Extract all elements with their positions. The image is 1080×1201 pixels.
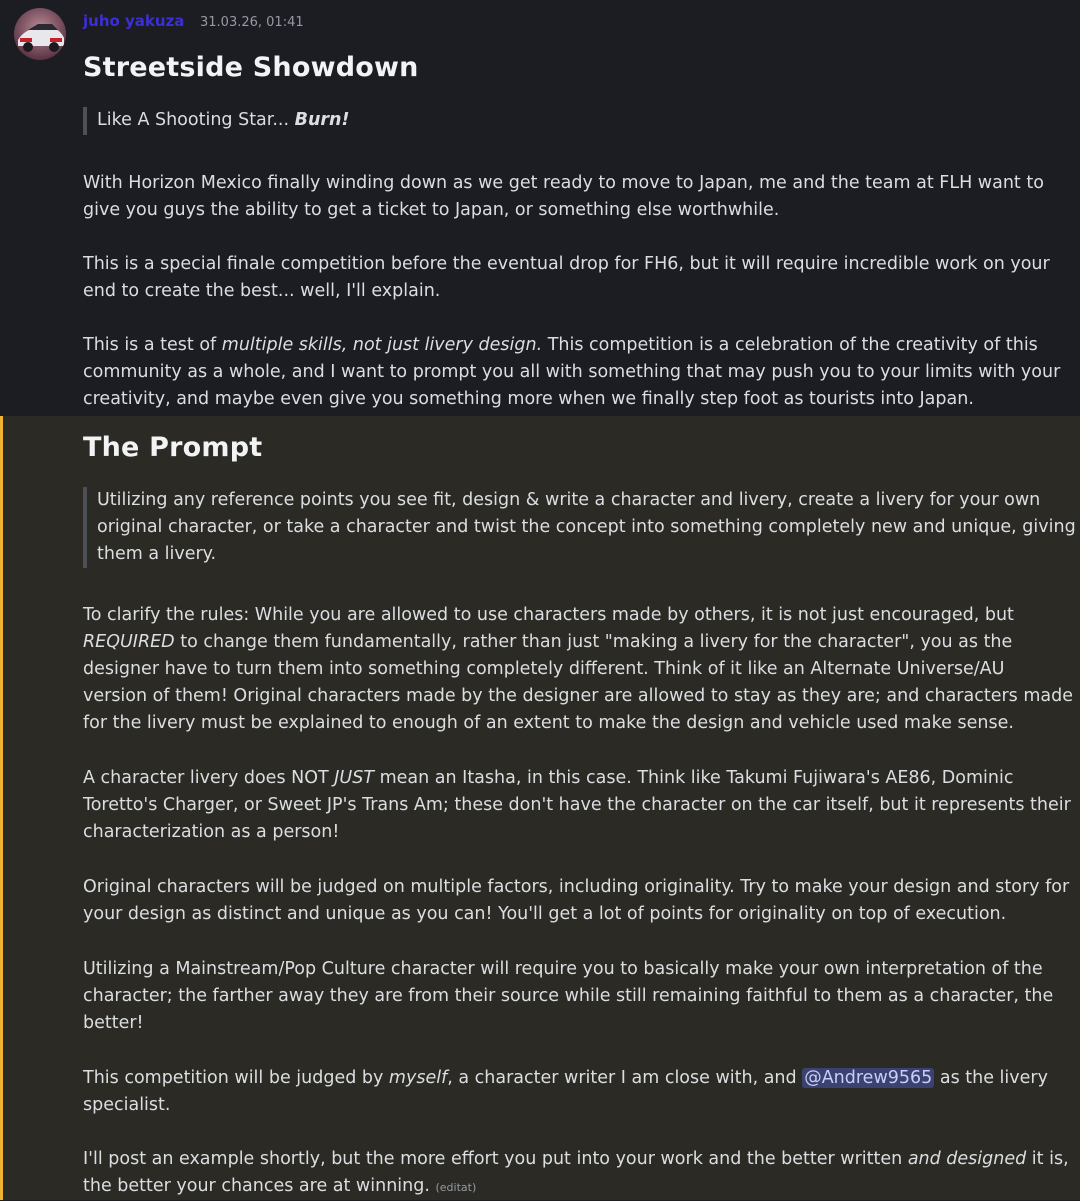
paragraph-closing — [83, 1146, 1073, 1201]
section-title-prompt: The Prompt — [83, 432, 263, 463]
italic-span: and designed — [907, 1149, 1027, 1169]
text-span: , a character writer I am close with, and — [447, 1068, 803, 1088]
paragraph-original-characters: Original characters will be judged on multiple factors, including originality. Try to make your design and story for your design as distinct and unique as you can! You'll get a lot of points for originality on top of execution. — [83, 877, 1070, 924]
text-span: A character livery does NOT — [83, 768, 335, 788]
text-span: to change them fundamentally, rather than just "making a livery for the character", you as the designer have to turn them into something completely different. Think of it like an Alternate Universe/AU version of them! Original characters made by the designer are allowed to stay as they are; and characters made for the livery must be explained to enough of an extent to make the design and vehicle used make sense. — [83, 632, 1073, 733]
paragraph-intro: With Horizon Mexico finally winding down as we get ready to move to Japan, me and the team at FLH want to give you guys the ability to get a ticket to Japan, or something else worthwhile. — [83, 173, 1044, 220]
text-span: This is a test of — [83, 335, 222, 355]
text-span: This competition will be judged by — [83, 1068, 389, 1088]
text-span: This competition is a celebration of the creativity of this community as a whole, and I want to prompt you all with something that may push you to your limits with your creativity, and maybe even give you something more when we finally step foot as tourists into Japan. — [83, 335, 1061, 409]
user-mention[interactable]: @Andrew9565 — [804, 1068, 933, 1088]
quote-block-tagline — [83, 107, 350, 135]
italic-span: JUST — [334, 768, 375, 788]
italic-span: myself — [388, 1068, 448, 1088]
text-span: To clarify the rules: While you are allowed to use characters made by others, it is not just encouraged, but — [83, 605, 1014, 625]
text-span: mean an Itasha, in this case. Think like Takumi Fujiwara's AE86, Dominic Toretto's Charger, or Sweet JP's Trans Am; these don't have the character on the car itself, but it represents their characterization as a person! — [83, 768, 1071, 842]
paragraph-test — [83, 332, 1073, 413]
quote-block-prompt: Utilizing any reference points you see fit, design & write a character and livery, create a livery for your own original character, or take a character and twist the concept into something completely new and unique, giving them a livery. — [83, 487, 1080, 568]
mention-highlight-bar — [0, 416, 3, 1200]
italic-span: multiple skills, not just livery design. — [221, 335, 543, 355]
italic-span: REQUIRED — [83, 632, 175, 652]
paragraph-pop-culture: Utilizing a Mainstream/Pop Culture character will require you to basically make your own interpretation of the character; the farther away they are from their source while still remaining faithful to them as a character, the better! — [83, 959, 1054, 1033]
text-span: I'll post an example shortly, but the more effort you put into your work and the better written — [83, 1149, 908, 1169]
message-title: Streetside Showdown — [83, 52, 419, 83]
avatar[interactable] — [14, 8, 66, 60]
quote-text: Like A Shooting Star... — [97, 110, 295, 130]
text-span: as the livery specialist. — [83, 1068, 1048, 1115]
paragraph-rules — [83, 602, 1073, 737]
text-span: it is, the better your chances are at winning. — [83, 1149, 1069, 1196]
avatar-car-image — [14, 8, 66, 60]
timestamp[interactable]: 31.03.26, 01:41 — [200, 15, 304, 30]
paragraph-finale: This is a special finale competition before the eventual drop for FH6, but it will require incredible work on your end to create the best... well, I'll explain. — [83, 254, 1050, 301]
paragraph-judges — [83, 1065, 1073, 1119]
quote-emphasis: Burn! — [294, 110, 350, 130]
username[interactable]: juho yakuza — [83, 12, 185, 30]
paragraph-itasha — [83, 765, 1073, 846]
edited-indicator: (editat) — [435, 1181, 477, 1194]
